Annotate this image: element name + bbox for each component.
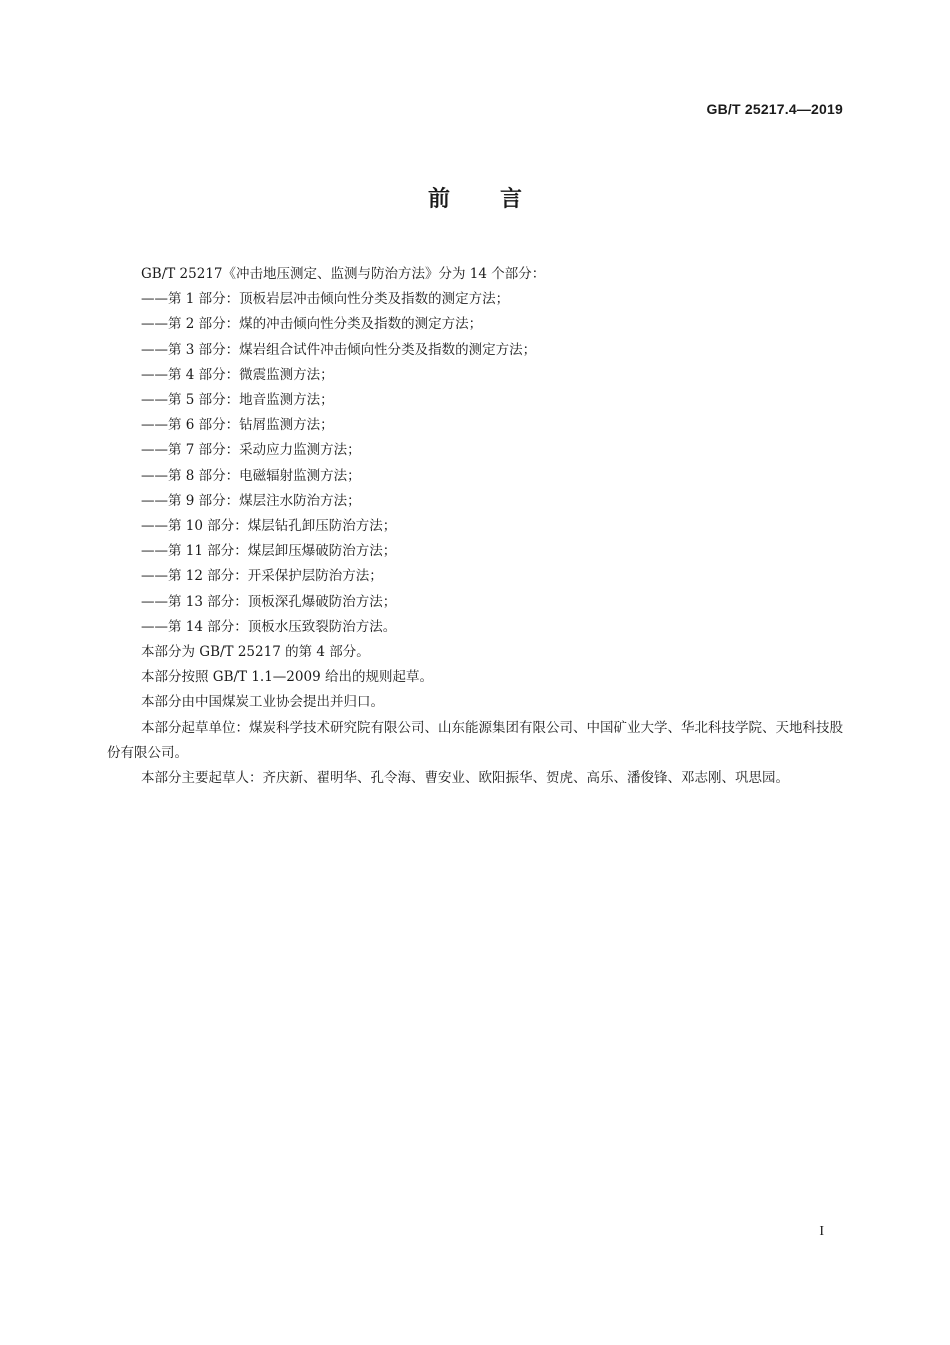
proposed-by-statement: 本部分由中国煤炭工业协会提出并归口。 (141, 694, 384, 711)
part-item-2: ——第 2 部分：煤的冲击倾向性分类及指数的测定方法； (141, 316, 483, 333)
drafting-units-statement: 本部分起草单位：煤炭科学技术研究院有限公司、山东能源集团有限公司、中国矿业大学、华北科技学院、天地科技股份有限公司。 (107, 719, 843, 761)
part-item-12: ——第 12 部分：开采保护层防治方法； (141, 568, 383, 585)
part-item-1: ——第 1 部分：顶板岩层冲击倾向性分类及指数的测定方法； (141, 291, 510, 308)
part-of-statement: 本部分为 GB/T 25217 的第 4 部分。 (141, 644, 370, 661)
standard-number: GB/T 25217.4—2019 (706, 101, 843, 117)
part-item-5: ——第 5 部分：地音监测方法； (141, 392, 334, 409)
part-item-3: ——第 3 部分：煤岩组合试件冲击倾向性分类及指数的测定方法； (141, 341, 537, 358)
part-item-9: ——第 9 部分：煤层注水防治方法； (141, 492, 361, 509)
page-title: 前言 (427, 187, 572, 212)
part-item-13: ——第 13 部分：顶板深孔爆破防治方法； (141, 593, 397, 610)
intro-paragraph: GB/T 25217《冲击地压测定、监测与防治方法》分为 14 个部分： (141, 266, 546, 282)
part-item-11: ——第 11 部分：煤层卸压爆破防治方法； (141, 543, 397, 560)
part-item-7: ——第 7 部分：采动应力监测方法； (141, 442, 361, 459)
drafting-rules-statement: 本部分按照 GB/T 1.1—2009 给出的规则起草。 (141, 669, 433, 686)
part-item-4: ——第 4 部分：微震监测方法； (141, 366, 334, 383)
part-item-10: ——第 10 部分：煤层钻孔卸压防治方法； (141, 518, 397, 535)
part-item-6: ——第 6 部分：钻屑监测方法； (141, 417, 334, 434)
part-item-8: ——第 8 部分：电磁辐射监测方法； (141, 467, 361, 484)
preface-body (107, 262, 845, 791)
page-number: I (819, 1224, 824, 1239)
drafters-statement: 本部分主要起草人：齐庆新、翟明华、孔令海、曹安业、欧阳振华、贺虎、高乐、潘俊锋、邓志刚、巩思园。 (141, 770, 789, 787)
part-item-14: ——第 14 部分：顶板水压致裂防治方法。 (141, 618, 397, 635)
